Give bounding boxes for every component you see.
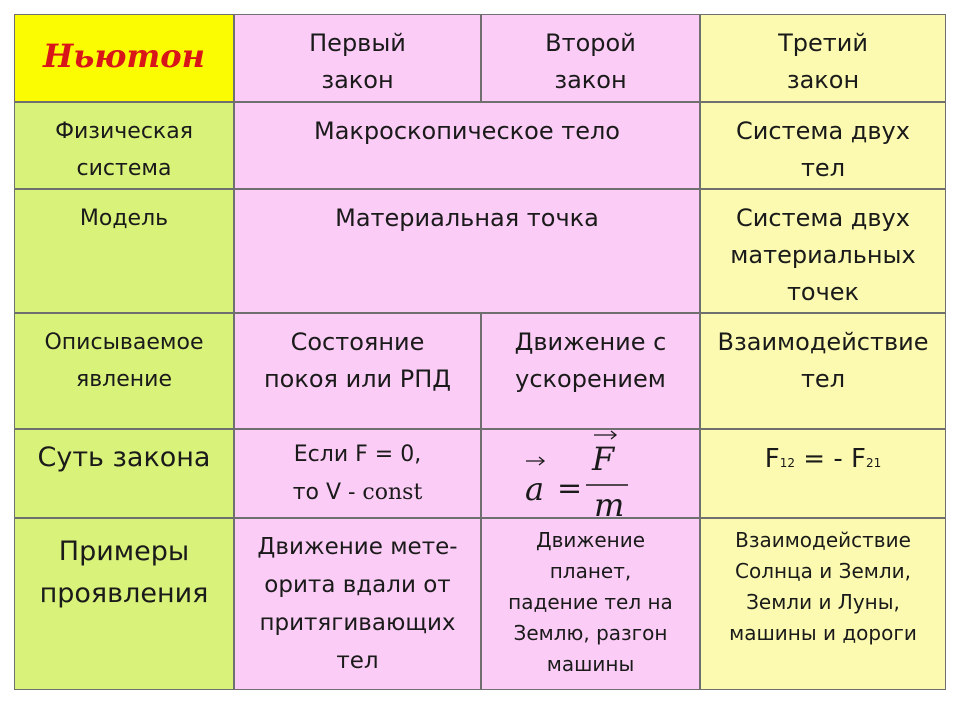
newton-laws-table	[14, 14, 946, 690]
header-second-law-line2: закон	[554, 66, 627, 94]
examples-second-line2: планет,	[549, 559, 632, 583]
header-third-law-line1: Третий	[778, 29, 868, 57]
model-third-line3: точек	[786, 278, 860, 306]
examples-second-line4: Землю, разгон	[513, 621, 668, 645]
formula-a: a	[525, 470, 545, 508]
model-merged-text: Материальная точка	[335, 204, 599, 232]
examples-third-line2: Солнца и Земли,	[735, 559, 911, 583]
essence-first-cell	[234, 429, 481, 518]
system-merged-text: Макроскопическое тело	[314, 117, 620, 145]
header-third-law	[700, 14, 946, 102]
phenomenon-first-line1: Состояние	[290, 328, 425, 356]
examples-second-line5: машины	[546, 652, 635, 676]
row-label-phenomenon-line2: явление	[75, 367, 172, 392]
row-label-system	[14, 102, 234, 189]
examples-first-line1: Движение мете-	[257, 534, 458, 560]
title-cell	[14, 14, 234, 102]
third-law-sub1: 12	[779, 456, 796, 470]
formula-equals: =	[557, 471, 583, 506]
model-third-cell	[700, 189, 946, 313]
model-merged-cell	[234, 189, 700, 313]
row-label-examples-line2: проявления	[39, 578, 209, 609]
phenomenon-second-line2: ускорением	[515, 365, 666, 393]
model-third-line2: материальных	[730, 241, 916, 269]
essence-first-line2	[235, 474, 480, 512]
phenomenon-second-cell	[481, 313, 700, 429]
essence-third-cell	[700, 429, 946, 518]
header-second-law-line1: Второй	[545, 29, 636, 57]
system-third-line2: тел	[800, 154, 846, 182]
header-second-law	[481, 14, 700, 102]
row-label-essence	[14, 429, 234, 518]
row-label-essence-text: Суть закона	[37, 442, 211, 473]
header-first-law-line2: закон	[321, 66, 394, 94]
table-title: Ньютон	[43, 37, 205, 75]
row-label-examples	[14, 518, 234, 690]
row-label-model	[14, 189, 234, 313]
phenomenon-first-line2: покоя или РПД	[263, 365, 452, 393]
system-third-line1: Система двух	[736, 117, 910, 145]
row-label-system-line2: система	[76, 156, 172, 181]
examples-second-cell	[481, 518, 700, 690]
header-third-law-line2: закон	[786, 66, 860, 94]
third-law-sub2: 21	[865, 456, 882, 470]
header-first-law-line1: Первый	[309, 29, 406, 57]
model-third-line1: Система двух	[736, 204, 910, 232]
third-law-f1: F	[764, 444, 780, 474]
formula-denominator: m	[594, 486, 625, 517]
examples-third-line4: машины и дороги	[729, 621, 917, 645]
phenomenon-third-cell	[700, 313, 946, 429]
row-label-phenomenon	[14, 313, 234, 429]
examples-first-line4: тел	[336, 648, 379, 674]
examples-first-line2: орита вдали от	[264, 572, 451, 598]
essence-first-line2-a: то V	[292, 480, 348, 505]
row-label-model-text: Модель	[79, 206, 169, 231]
newton-second-law-formula	[482, 430, 699, 517]
third-law-mid: = -	[795, 444, 851, 474]
row-label-examples-line1: Примеры	[58, 536, 190, 567]
formula-numerator: F	[592, 440, 615, 478]
examples-first-cell	[234, 518, 481, 690]
system-third-cell	[700, 102, 946, 189]
row-label-phenomenon-line1: Описываемое	[44, 330, 204, 355]
phenomenon-second-line1: Движение с	[514, 328, 667, 356]
examples-third-cell	[700, 518, 946, 690]
examples-first-line3: притягивающих	[259, 610, 456, 636]
third-law-formula	[701, 430, 945, 482]
phenomenon-third-line1: Взаимодействие	[717, 328, 929, 356]
third-law-f2: F	[850, 444, 866, 474]
examples-second-line3: падение тел на	[508, 590, 673, 614]
system-merged-cell	[234, 102, 700, 189]
phenomenon-first-cell	[234, 313, 481, 429]
essence-first-line2-b: - const	[348, 480, 423, 505]
examples-third-line3: Земли и Луны,	[746, 590, 900, 614]
phenomenon-third-line2: тел	[800, 365, 846, 393]
essence-second-cell	[481, 429, 700, 518]
examples-third-line1: Взаимодействие	[735, 528, 911, 552]
examples-second-line1: Движение	[535, 528, 646, 552]
essence-first-line1: Если F = 0,	[293, 442, 422, 467]
header-first-law	[234, 14, 481, 102]
row-label-system-line1: Физическая	[55, 119, 193, 144]
